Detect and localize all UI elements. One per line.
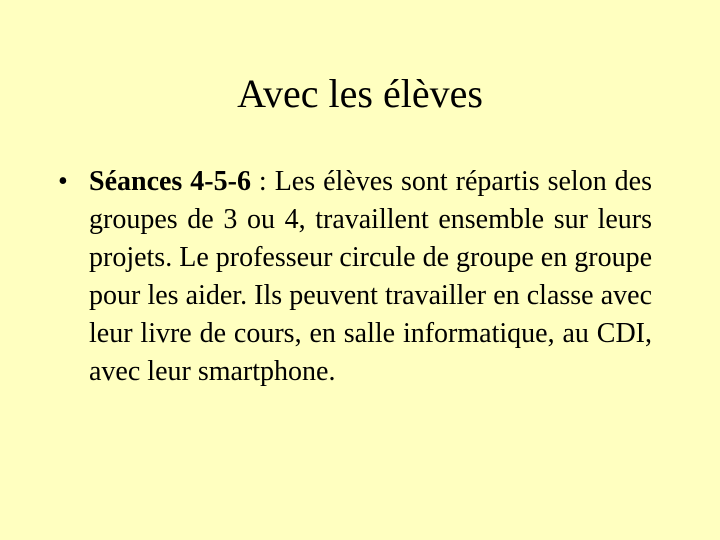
bullet-item <box>58 163 652 391</box>
bullet-paragraph <box>89 163 652 391</box>
bullet-body: Les élèves sont répartis selon des groupes de 3 ou 4, travaillent ensemble sur leurs projets. Le professeur circule de groupe en groupe pour les aider. Ils peuvent travailler en classe avec leur livre de cours, en salle informatique, au CDI, avec leur smartphone. <box>89 166 652 387</box>
bullet-marker: • <box>58 166 68 197</box>
slide-title: Avec les élèves <box>237 71 483 116</box>
bullet-separator: : <box>250 166 275 197</box>
bullet-lead: Séances 4-5-6 <box>89 166 251 197</box>
